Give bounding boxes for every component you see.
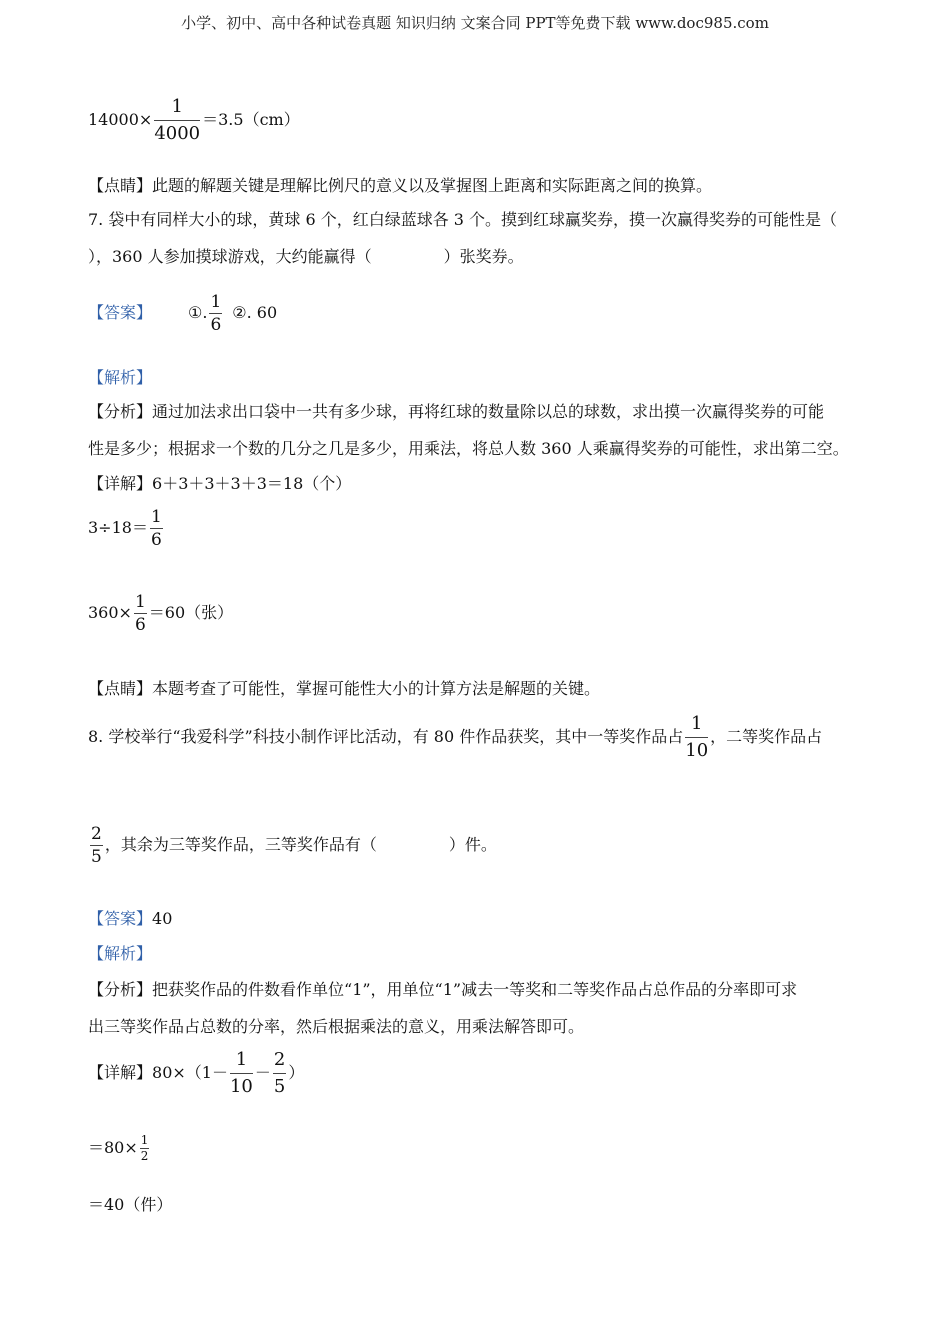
q8-step-2	[88, 1134, 151, 1163]
fraction-numerator: 1	[210, 292, 222, 312]
dianjing-text: 此题的解题关键是理解比例尺的意义以及掌握图上距离和实际距离之间的换算。	[152, 176, 713, 195]
q7-stem-line-1: 7. 袋中有同样大小的球，黄球 6 个，红白绿蓝球各 3 个。摸到红球赢奖券，摸一次赢得奖券的可能性是（	[88, 210, 838, 229]
dianjing-line	[88, 176, 712, 196]
q8-stem-1a: 8. 学校举行“我爱科学”科技小制作评比活动，有 80 件作品获奖，其中一等奖作品占	[88, 727, 684, 746]
q7-stem-2b: ）张奖券。	[443, 247, 524, 266]
fraction-denominator: 5	[273, 1076, 286, 1097]
q7-step-3	[88, 592, 233, 635]
step-fraction	[150, 507, 163, 550]
page-header: 小学、初中、高中各种试卷真题 知识归纳 文案合同 PPT等免费下载 www.doc985.com	[181, 14, 769, 32]
answer-1-prefix: ①.	[188, 303, 208, 322]
answer-value: 40	[152, 909, 173, 928]
fraction-numerator: 1	[230, 1048, 253, 1074]
fraction-denominator: 4000	[154, 123, 201, 144]
answer-1-fraction	[209, 292, 222, 335]
fraction-numerator: 2	[273, 1048, 286, 1074]
xiangjie-tag: 【详解】	[88, 1063, 153, 1082]
q7-xiangjie-line	[88, 474, 351, 494]
step-fraction	[140, 1134, 150, 1163]
fraction-numerator: 1	[154, 95, 200, 121]
fraction-numerator: 1	[150, 507, 162, 527]
fraction-denominator: 6	[210, 315, 222, 335]
fenxi-text: 把获奖作品的件数看作单位“1”，用单位“1”减去一等奖和二等奖作品占总作品的分率即可求	[152, 980, 798, 999]
q7-dianjing-line	[88, 679, 600, 699]
q7-step-2	[88, 507, 165, 550]
q7-fenxi-line-2: 性是多少；根据求一个数的几分之几是多少，用乘法，将总人数 360 人乘赢得奖券的可能性，求出第二空。	[88, 439, 849, 458]
fraction-numerator: 1	[134, 592, 146, 612]
jiexi-tag: 【解析】	[88, 944, 153, 963]
q8-answer-line	[88, 909, 172, 929]
q8-stem-line-2	[88, 824, 497, 867]
q7-answer-line	[88, 292, 277, 335]
q8-fraction-second-prize	[90, 824, 103, 867]
fraction-denominator: 10	[685, 740, 709, 761]
q8-stem-2a: ，其余为三等奖作品，三等奖作品有（	[104, 835, 377, 854]
q7-stem-2a: ），360 人参加摸球游戏，大约能赢得（	[88, 247, 372, 266]
answer-tag: 【答案】	[88, 303, 153, 322]
fraction-numerator: 2	[91, 824, 102, 844]
q8-fraction-first-prize	[685, 712, 708, 763]
xiangjie-tag: 【详解】	[88, 474, 153, 493]
calc-line	[88, 95, 300, 146]
answer-tag: 【答案】	[88, 909, 153, 928]
q8-xiangjie-line	[88, 1048, 304, 1099]
dianjing-tag: 【点睛】	[88, 176, 153, 195]
step-suffix: ＝60（张）	[148, 603, 234, 622]
xiangjie-fraction-2	[273, 1048, 286, 1099]
step-prefix: 3÷18＝	[88, 518, 148, 537]
calc-suffix: ＝3.5（cm）	[202, 110, 300, 129]
fenxi-tag: 【分析】	[88, 402, 153, 421]
fenxi-tag: 【分析】	[88, 980, 153, 999]
q8-step-3: ＝40（件）	[88, 1195, 173, 1214]
q8-fenxi-line-1	[88, 980, 797, 1000]
xiangjie-fraction-1	[230, 1048, 253, 1099]
xiangjie-text: 6＋3＋3＋3＋3＝18（个）	[152, 474, 352, 493]
xiangjie-expr-b: ）	[288, 1063, 305, 1082]
fraction-numerator: 1	[685, 712, 708, 738]
q7-fenxi-line-1	[88, 402, 824, 422]
q8-stem-1b: ，二等奖作品占	[710, 727, 823, 746]
step-prefix: ＝80×	[88, 1138, 138, 1157]
fenxi-text: 通过加法求出口袋中一共有多少球，再将红球的数量除以总的球数，求出摸一次赢得奖券的可能	[152, 402, 825, 421]
step-prefix: 360×	[88, 603, 132, 622]
dianjing-tag: 【点睛】	[88, 679, 153, 698]
fraction-denominator: 6	[134, 615, 146, 635]
q8-stem-2b: ）件。	[448, 835, 497, 854]
fraction-denominator: 10	[229, 1076, 253, 1097]
calc-prefix: 14000×	[88, 110, 153, 129]
q8-stem-line-1	[88, 712, 822, 763]
fraction-denominator: 2	[140, 1149, 149, 1163]
xiangjie-expr-a: 80×（1－	[152, 1063, 228, 1082]
fraction-numerator: 1	[140, 1133, 149, 1147]
minus-sign: －	[254, 1063, 271, 1082]
dianjing-text: 本题考查了可能性，掌握可能性大小的计算方法是解题的关键。	[152, 679, 601, 698]
q8-fenxi-line-2: 出三等奖作品占总数的分率，然后根据乘法的意义，用乘法解答即可。	[88, 1017, 585, 1036]
fraction-denominator: 6	[150, 530, 162, 550]
fraction	[154, 95, 200, 146]
answer-2: ②. 60	[232, 303, 278, 322]
fraction-denominator: 5	[91, 847, 102, 867]
step-fraction	[134, 592, 147, 635]
jiexi-tag: 【解析】	[88, 368, 153, 387]
q7-stem-line-2	[88, 247, 524, 267]
